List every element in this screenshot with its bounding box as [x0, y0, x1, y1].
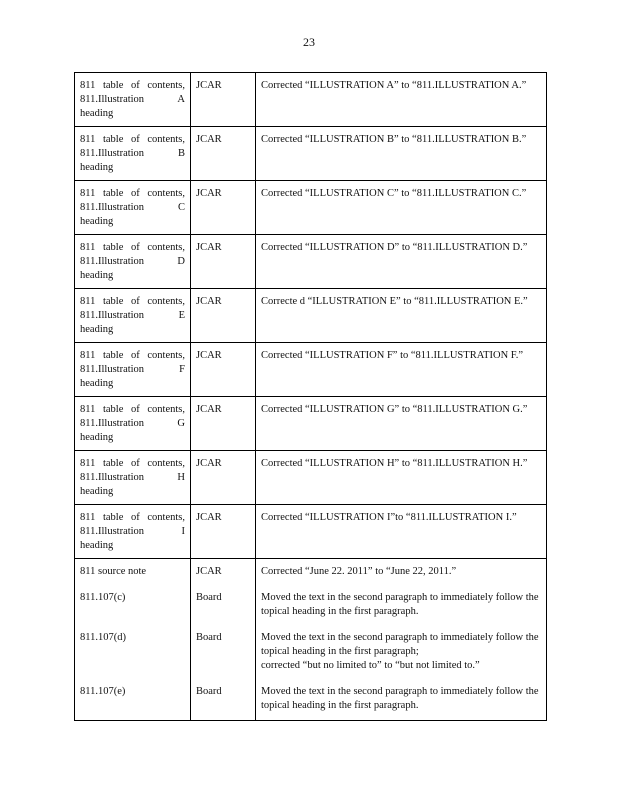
section-cell: 811.107(d) — [75, 625, 191, 679]
table-row — [75, 127, 547, 181]
table-row — [75, 181, 547, 235]
change-cell: Corrected “ILLUSTRATION C” to “811.ILLUSTRATION C.” — [256, 181, 547, 235]
changes-table — [74, 72, 547, 721]
change-cell: Corrected “ILLUSTRATION F” to “811.ILLUSTRATION F.” — [256, 343, 547, 397]
source-cell: JCAR — [191, 73, 256, 127]
source-cell: JCAR — [191, 181, 256, 235]
page-number: 23 — [303, 35, 315, 49]
source-cell: JCAR — [191, 451, 256, 505]
table-row — [75, 505, 547, 559]
change-cell: Moved the text in the second paragraph to immediately follow the topical heading in the first paragraph; corrected “but no limited to” to “but not limited to.” — [256, 625, 547, 679]
section-cell: 811.107(c) — [75, 585, 191, 625]
section-cell: 811 table of contents, 811.Illustration C heading — [75, 181, 191, 235]
section-cell: 811 table of contents, 811.Illustration B heading — [75, 127, 191, 181]
section-cell: 811.107(e) — [75, 679, 191, 721]
change-cell: Correcte d “ILLUSTRATION E” to “811.ILLUSTRATION E.” — [256, 289, 547, 343]
source-cell: JCAR — [191, 397, 256, 451]
section-cell: 811 table of contents, 811.Illustration H heading — [75, 451, 191, 505]
change-cell: Moved the text in the second paragraph to immediately follow the topical heading in the first paragraph. — [256, 679, 547, 721]
change-cell: Moved the text in the second paragraph to immediately follow the topical heading in the first paragraph. — [256, 585, 547, 625]
change-cell: Corrected “ILLUSTRATION B” to “811.ILLUSTRATION B.” — [256, 127, 547, 181]
table-row — [75, 235, 547, 289]
section-cell: 811 table of contents, 811.Illustration A heading — [75, 73, 191, 127]
change-cell: Corrected “ILLUSTRATION H” to “811.ILLUSTRATION H.” — [256, 451, 547, 505]
source-cell: JCAR — [191, 505, 256, 559]
table-row — [75, 397, 547, 451]
source-cell: JCAR — [191, 127, 256, 181]
source-cell: JCAR — [191, 235, 256, 289]
section-cell: 811 table of contents, 811.Illustration E heading — [75, 289, 191, 343]
table-row — [75, 559, 547, 585]
table-row — [75, 73, 547, 127]
table-row — [75, 625, 547, 679]
section-cell: 811 table of contents, 811.Illustration D heading — [75, 235, 191, 289]
table-row — [75, 585, 547, 625]
change-cell: Corrected “ILLUSTRATION G” to “811.ILLUSTRATION G.” — [256, 397, 547, 451]
change-cell: Corrected “June 22. 2011” to “June 22, 2011.” — [256, 559, 547, 585]
section-cell: 811 table of contents, 811.Illustration G heading — [75, 397, 191, 451]
section-cell: 811 source note — [75, 559, 191, 585]
table-row — [75, 679, 547, 721]
table-row — [75, 343, 547, 397]
source-cell: JCAR — [191, 559, 256, 585]
table-row — [75, 289, 547, 343]
source-cell: Board — [191, 679, 256, 721]
change-cell: Corrected “ILLUSTRATION D” to “811.ILLUSTRATION D.” — [256, 235, 547, 289]
source-cell: JCAR — [191, 289, 256, 343]
table-row — [75, 451, 547, 505]
source-cell: Board — [191, 585, 256, 625]
section-cell: 811 table of contents, 811.Illustration I heading — [75, 505, 191, 559]
change-cell: Corrected “ILLUSTRATION I”to “811.ILLUSTRATION I.” — [256, 505, 547, 559]
source-cell: JCAR — [191, 343, 256, 397]
source-cell: Board — [191, 625, 256, 679]
section-cell: 811 table of contents, 811.Illustration F heading — [75, 343, 191, 397]
change-cell: Corrected “ILLUSTRATION A” to “811.ILLUSTRATION A.” — [256, 73, 547, 127]
